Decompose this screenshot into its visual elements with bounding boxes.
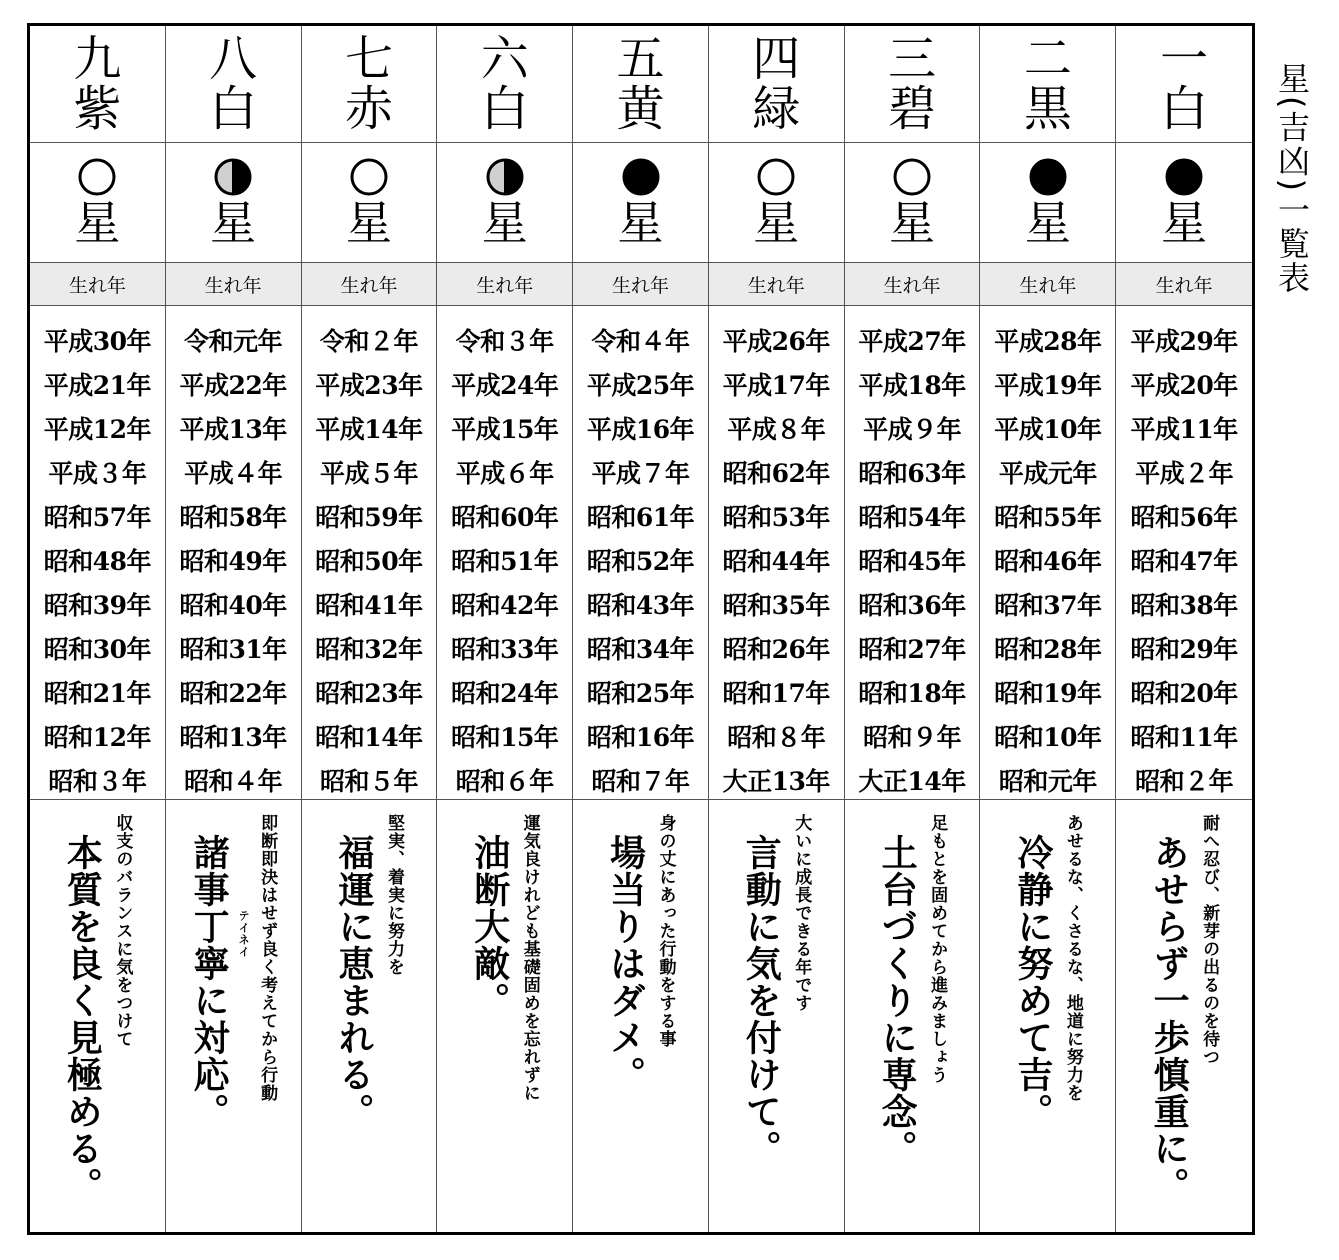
- born-year: 昭和８年: [727, 723, 826, 752]
- born-year: 平成４年: [184, 459, 283, 488]
- born-year: 平成30年: [43, 327, 152, 356]
- born-year: 平成22年: [179, 371, 287, 400]
- advice-note: 即断即決はせず良く考えてから行動: [257, 814, 278, 1102]
- star-name: [302, 26, 437, 143]
- born-year-list: [166, 306, 301, 800]
- star-name-char: 黒: [1023, 81, 1072, 137]
- star-name: [30, 26, 165, 143]
- born-year: 昭和元年: [998, 767, 1097, 796]
- born-year: 平成15年: [451, 415, 559, 444]
- star-column: [166, 26, 302, 1232]
- star-label: 星: [481, 195, 528, 250]
- star-column: [573, 26, 709, 1232]
- born-year: 昭和14年: [315, 723, 423, 752]
- star-name: [437, 26, 572, 143]
- born-year: 昭和25年: [586, 679, 695, 708]
- born-year-list: [437, 306, 572, 800]
- born-year-list: [573, 306, 708, 800]
- star-label: 星: [889, 195, 936, 250]
- star-name-char: 五: [616, 31, 665, 87]
- born-year: 昭和63年: [858, 459, 966, 488]
- fortune-cell: [573, 143, 708, 263]
- born-year: 昭和60年: [451, 503, 559, 532]
- born-year: 昭和41年: [315, 591, 423, 620]
- star-fortune-table: [27, 23, 1255, 1235]
- born-year: 昭和２年: [1135, 767, 1234, 796]
- born-year: 昭和40年: [179, 591, 287, 620]
- fortune-bad-icon: [621, 157, 661, 197]
- star-name-char: 緑: [752, 81, 801, 137]
- advice-cell: [845, 800, 980, 1232]
- fortune-bad-icon: [1164, 157, 1204, 197]
- star-name: [1116, 26, 1252, 143]
- born-year: 昭和39年: [43, 591, 152, 620]
- born-year: 昭和11年: [1130, 723, 1238, 752]
- star-name-char: 碧: [888, 81, 937, 137]
- born-year: 令和元年: [184, 327, 283, 356]
- born-year: 昭和７年: [591, 767, 690, 796]
- born-year-list: [709, 306, 844, 800]
- advice-main: 油断大敵。: [468, 834, 511, 1019]
- born-year: 昭和31年: [179, 635, 287, 664]
- born-year: 昭和57年: [43, 503, 152, 532]
- born-year: 平成24年: [451, 371, 559, 400]
- born-year: 昭和３年: [48, 767, 147, 796]
- born-year: 大正13年: [722, 767, 830, 796]
- born-year-list: [1116, 306, 1252, 800]
- fortune-bad-icon: [1028, 157, 1068, 197]
- advice-note: あせるな、くさるな、地道に努力を: [1062, 814, 1083, 1102]
- advice-note: 堅実、着実に努力を: [383, 814, 404, 976]
- fortune-good-icon: [349, 157, 389, 197]
- born-year: 昭和21年: [43, 679, 152, 708]
- fortune-half-icon: [213, 157, 253, 197]
- born-year: 平成29年: [1130, 327, 1238, 356]
- star-name-char: 二: [1023, 31, 1072, 87]
- born-year: 昭和17年: [722, 679, 830, 708]
- fortune-cell: [30, 143, 165, 263]
- born-year-list: [30, 306, 165, 800]
- star-label: 星: [74, 195, 121, 250]
- fortune-cell: [166, 143, 301, 263]
- star-name-char: 四: [752, 31, 801, 87]
- fortune-cell: [980, 143, 1115, 263]
- born-year-list: [302, 306, 437, 800]
- born-year: 昭和34年: [586, 635, 695, 664]
- star-name-char: 七: [344, 31, 393, 87]
- born-year: 平成９年: [863, 415, 962, 444]
- born-year: 昭和19年: [994, 679, 1102, 708]
- born-year: 平成21年: [43, 371, 152, 400]
- advice-main: 福運に恵まれる。: [332, 834, 375, 1130]
- born-year-header: 生れ年: [980, 263, 1115, 306]
- star-label: 星: [345, 195, 392, 250]
- born-year: 平成11年: [1130, 415, 1238, 444]
- born-year: 昭和30年: [43, 635, 152, 664]
- born-year: 平成14年: [315, 415, 423, 444]
- advice-main: 諸事丁寧に対応。: [188, 834, 231, 1130]
- born-year: 平成７年: [591, 459, 690, 488]
- born-year-header: 生れ年: [437, 263, 572, 306]
- born-year: 平成10年: [994, 415, 1102, 444]
- born-year: 平成５年: [319, 459, 418, 488]
- born-year-list: [845, 306, 980, 800]
- advice-main: 土台づくりに専念。: [876, 834, 919, 1167]
- born-year: 平成17年: [722, 371, 830, 400]
- born-year: 昭和44年: [722, 547, 830, 576]
- born-year: 平成２年: [1135, 459, 1234, 488]
- born-year-header: 生れ年: [302, 263, 437, 306]
- advice-cell: [1116, 800, 1252, 1232]
- star-name: [845, 26, 980, 143]
- star-label: 星: [210, 195, 257, 250]
- born-year: 昭和45年: [858, 547, 966, 576]
- advice-main: 冷静に努めて吉。: [1011, 834, 1054, 1130]
- born-year: 昭和53年: [722, 503, 830, 532]
- advice-note: 身の丈にあった行動をする事: [655, 814, 676, 1048]
- born-year: 令和３年: [455, 327, 554, 356]
- star-name-char: 白: [480, 81, 529, 137]
- born-year-header: 生れ年: [1116, 263, 1252, 306]
- advice-cell: [437, 800, 572, 1232]
- born-year: 平成８年: [727, 415, 826, 444]
- star-name-char: 一: [1160, 31, 1209, 87]
- star-label: 星: [1024, 195, 1071, 250]
- born-year: 昭和42年: [451, 591, 559, 620]
- born-year: 昭和62年: [722, 459, 830, 488]
- born-year: 昭和43年: [586, 591, 695, 620]
- fortune-good-icon: [756, 157, 796, 197]
- born-year: 昭和52年: [586, 547, 695, 576]
- born-year: 令和４年: [591, 327, 690, 356]
- born-year: 平成12年: [43, 415, 152, 444]
- star-column: [437, 26, 573, 1232]
- born-year: 昭和61年: [586, 503, 695, 532]
- advice-cell: [573, 800, 708, 1232]
- born-year-header: 生れ年: [30, 263, 165, 306]
- fortune-cell: [709, 143, 844, 263]
- advice-cell: [980, 800, 1115, 1232]
- born-year: 昭和37年: [994, 591, 1102, 620]
- star-column: [302, 26, 438, 1232]
- born-year: 平成６年: [455, 459, 554, 488]
- born-year: 昭和22年: [179, 679, 287, 708]
- star-name-char: 赤: [344, 81, 393, 137]
- fortune-good-icon: [892, 157, 932, 197]
- advice-cell: [709, 800, 844, 1232]
- born-year: 昭和13年: [179, 723, 287, 752]
- star-name: [980, 26, 1115, 143]
- star-name-char: 紫: [73, 81, 122, 137]
- born-year: 昭和28年: [994, 635, 1102, 664]
- chart-title: 星(吉凶)一覧表: [1273, 62, 1311, 295]
- fortune-cell: [1116, 143, 1252, 263]
- star-label: 星: [617, 195, 664, 250]
- advice-note: 収支のバランスに気をつけて: [112, 814, 133, 1048]
- advice-main: 場当りはダメ。: [604, 834, 647, 1093]
- advice-ruby: テイネイ: [237, 910, 251, 958]
- born-year: 昭和48年: [43, 547, 152, 576]
- born-year: 昭和９年: [863, 723, 962, 752]
- born-year: 昭和15年: [451, 723, 559, 752]
- advice-main: 本質を良く見極める。: [61, 834, 104, 1204]
- born-year: 昭和29年: [1130, 635, 1238, 664]
- advice-note: 耐へ忍び、新芽の出るのを待つ: [1199, 814, 1220, 1066]
- advice-main: あせらず一歩慎重に。: [1148, 834, 1191, 1204]
- born-year: 平成20年: [1130, 371, 1238, 400]
- star-name: [709, 26, 844, 143]
- star-label: 星: [1161, 195, 1208, 250]
- born-year: 昭和56年: [1130, 503, 1238, 532]
- born-year: 昭和38年: [1130, 591, 1238, 620]
- born-year: 大正14年: [858, 767, 966, 796]
- advice-cell: [30, 800, 165, 1232]
- born-year: 平成13年: [179, 415, 287, 444]
- star-name: [166, 26, 301, 143]
- born-year: 昭和47年: [1130, 547, 1238, 576]
- born-year: 平成３年: [48, 459, 147, 488]
- born-year: 平成23年: [315, 371, 423, 400]
- born-year: 昭和４年: [184, 767, 283, 796]
- born-year: 昭和35年: [722, 591, 830, 620]
- born-year-header: 生れ年: [709, 263, 844, 306]
- born-year: 昭和54年: [858, 503, 966, 532]
- star-name-char: 三: [888, 31, 937, 87]
- born-year: 昭和６年: [455, 767, 554, 796]
- star-column: [30, 26, 166, 1232]
- born-year: 昭和51年: [451, 547, 559, 576]
- star-name-char: 白: [209, 81, 258, 137]
- star-column: [709, 26, 845, 1232]
- born-year: 昭和23年: [315, 679, 423, 708]
- born-year: 平成16年: [586, 415, 695, 444]
- born-year: 昭和46年: [994, 547, 1102, 576]
- born-year: 昭和33年: [451, 635, 559, 664]
- advice-main: 言動に気を付けて。: [740, 834, 783, 1167]
- star-name-char: 八: [209, 31, 258, 87]
- born-year: 平成18年: [858, 371, 966, 400]
- fortune-cell: [437, 143, 572, 263]
- star-name-char: 六: [480, 31, 529, 87]
- advice-note: 大いに成長できる年です: [791, 814, 812, 1012]
- born-year-list: [980, 306, 1115, 800]
- born-year: 昭和32年: [315, 635, 423, 664]
- star-column: [845, 26, 981, 1232]
- born-year: 昭和55年: [994, 503, 1102, 532]
- advice-note: 足もとを固めてから進みましょう: [927, 814, 948, 1084]
- born-year: 平成元年: [998, 459, 1097, 488]
- born-year: 平成26年: [722, 327, 830, 356]
- born-year: 平成25年: [586, 371, 695, 400]
- star-name-char: 黄: [616, 81, 665, 137]
- advice-cell: [166, 800, 301, 1232]
- born-year-header: 生れ年: [166, 263, 301, 306]
- born-year: 昭和59年: [315, 503, 423, 532]
- star-name: [573, 26, 708, 143]
- advice-note: 運気良けれども基礎固めを忘れずに: [519, 814, 540, 1102]
- star-name-char: 九: [73, 31, 122, 87]
- born-year: 昭和20年: [1130, 679, 1238, 708]
- born-year: 昭和36年: [858, 591, 966, 620]
- born-year: 昭和26年: [722, 635, 830, 664]
- fortune-cell: [302, 143, 437, 263]
- born-year: 昭和16年: [586, 723, 695, 752]
- born-year: 昭和５年: [319, 767, 418, 796]
- fortune-good-icon: [77, 157, 117, 197]
- born-year: 昭和50年: [315, 547, 423, 576]
- born-year: 昭和18年: [858, 679, 966, 708]
- born-year: 平成27年: [858, 327, 966, 356]
- fortune-half-icon: [485, 157, 525, 197]
- born-year-header: 生れ年: [573, 263, 708, 306]
- born-year: 昭和27年: [858, 635, 966, 664]
- born-year: 昭和24年: [451, 679, 559, 708]
- born-year: 昭和10年: [994, 723, 1102, 752]
- star-column: [980, 26, 1116, 1232]
- born-year: 昭和58年: [179, 503, 287, 532]
- born-year-header: 生れ年: [845, 263, 980, 306]
- star-column: [1116, 26, 1252, 1232]
- born-year: 平成28年: [994, 327, 1102, 356]
- born-year: 昭和12年: [43, 723, 152, 752]
- born-year: 令和２年: [319, 327, 418, 356]
- advice-cell: [302, 800, 437, 1232]
- star-name-char: 白: [1160, 81, 1209, 137]
- fortune-cell: [845, 143, 980, 263]
- star-label: 星: [753, 195, 800, 250]
- born-year: 平成19年: [994, 371, 1102, 400]
- born-year: 昭和49年: [179, 547, 287, 576]
